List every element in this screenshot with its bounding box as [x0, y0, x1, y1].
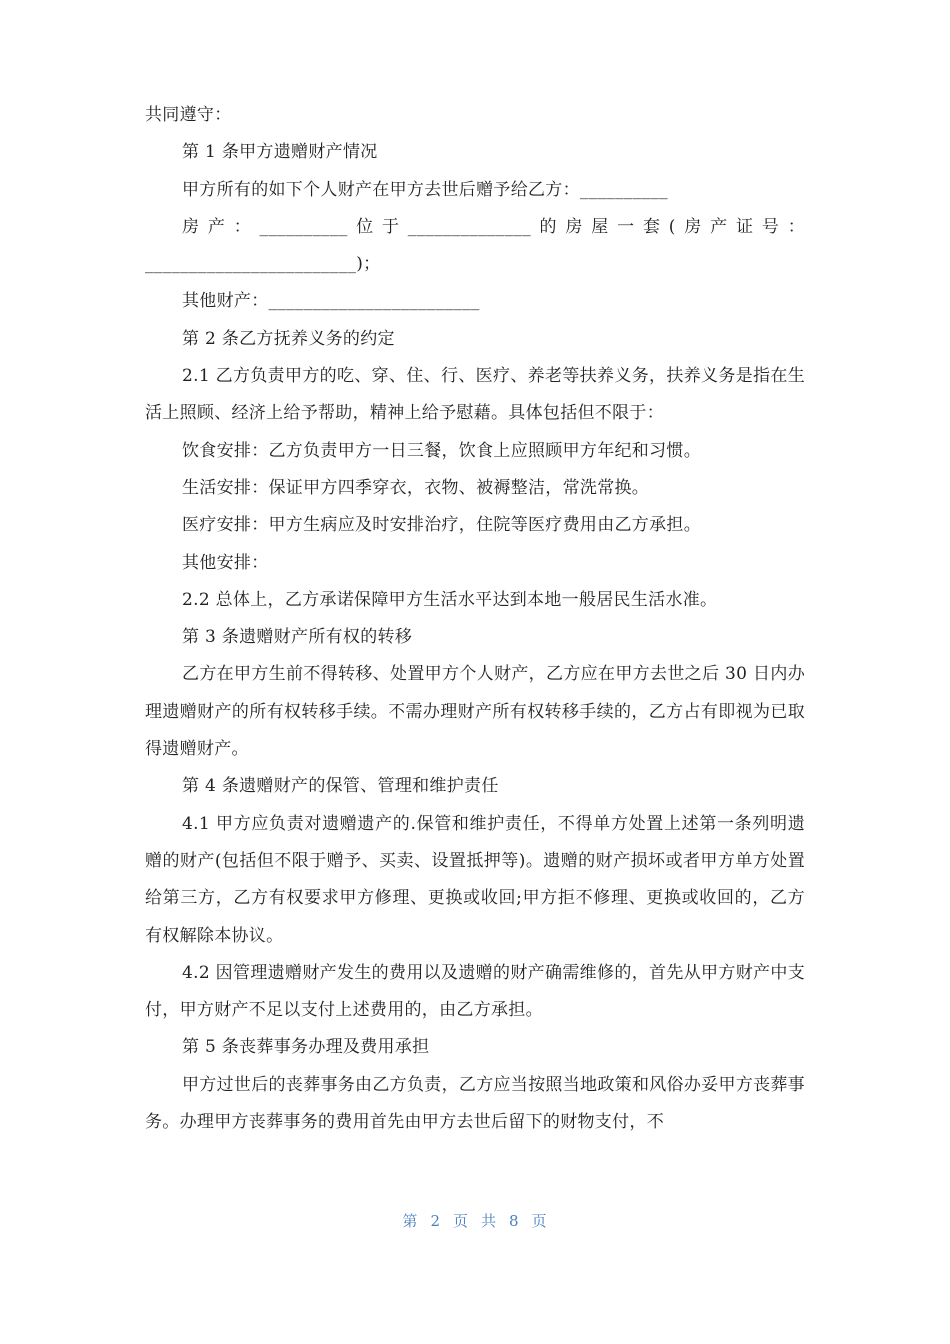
paragraph-16: 4.2 因管理遗赠财产发生的费用以及遗赠的财产确需维修的，首先从甲方财产中支付，甲方财产不足以支付上述费用的，由乙方承担。: [145, 962, 805, 1021]
paragraph-17: 第 5 条丧葬事务办理及费用承担: [182, 1037, 430, 1058]
paragraph-18: 甲方过世后的丧葬事务由乙方负责，乙方应当按照当地政策和风俗办妥甲方丧葬事务。办理甲方丧葬事务的费用首先由甲方去世后留下的财物支付，不: [145, 1074, 805, 1133]
footer-page-suffix: 页: [531, 1212, 548, 1230]
footer-page-prefix: 第: [402, 1212, 419, 1230]
paragraph-15: 4.1 甲方应负责对遗赠遗产的.保管和维护责任，不得单方处置上述第一条列明遗赠的财产(包括但不限于赠予、买卖、设置抵押等)。遗赠的财产损坏或者甲方单方处置给第三方，乙方有权要求甲方修理、更换或收回;甲方拒不修理、更换或收回的，乙方有权解除本协议。: [145, 813, 805, 946]
page-footer: [0, 1210, 950, 1231]
footer-total-pages: 8: [509, 1212, 520, 1230]
paragraph-12: 第 3 条遗赠财产所有权的转移: [182, 627, 413, 648]
paragraph-1: 第 1 条甲方遗赠财产情况: [182, 142, 378, 163]
paragraph-13: 乙方在甲方生前不得转移、处置甲方个人财产，乙方应在甲方去世之后 30 日内办理遗赠财产的所有权转移手续。不需办理财产所有权转移手续的，乙方占有即视为已取得遗赠财产。: [145, 664, 805, 760]
footer-total-prefix: 共: [481, 1212, 498, 1230]
paragraph-10: 其他安排：: [182, 552, 269, 573]
paragraph-7: 饮食安排：乙方负责甲方一日三餐，饮食上应照顾甲方年纪和习惯。: [182, 440, 701, 461]
footer-current-page: 2: [430, 1212, 441, 1230]
document-body: [145, 97, 805, 1141]
paragraph-6: 2.1 乙方负责甲方的吃、穿、住、行、医疗、养老等扶养义务，扶养义务是指在生活上照顾、经济上给予帮助，精神上给予慰藉。具体包括但不限于：: [145, 366, 805, 424]
paragraph-4: 其他财产：________________________: [182, 291, 480, 312]
paragraph-2: 甲方所有的如下个人财产在甲方去世后赠予给乙方：__________: [182, 179, 668, 200]
footer-page-word: 页: [452, 1212, 469, 1230]
paragraph-11: 2.2 总体上，乙方承诺保障甲方生活水平达到本地一般居民生活水准。: [182, 589, 718, 610]
paragraph-3: 房产：__________位于______________的房屋一套(房产证号：________________________)；: [145, 216, 805, 275]
paragraph-14: 第 4 条遗赠财产的保管、管理和维护责任: [182, 776, 499, 797]
paragraph-0: 共同遵守：: [145, 105, 232, 125]
paragraph-5: 第 2 条乙方抚养义务的约定: [182, 328, 395, 349]
paragraph-9: 医疗安排：甲方生病应及时安排治疗，住院等医疗费用由乙方承担。: [182, 515, 701, 536]
paragraph-8: 生活安排：保证甲方四季穿衣，衣物、被褥整洁，常洗常换。: [182, 477, 650, 498]
